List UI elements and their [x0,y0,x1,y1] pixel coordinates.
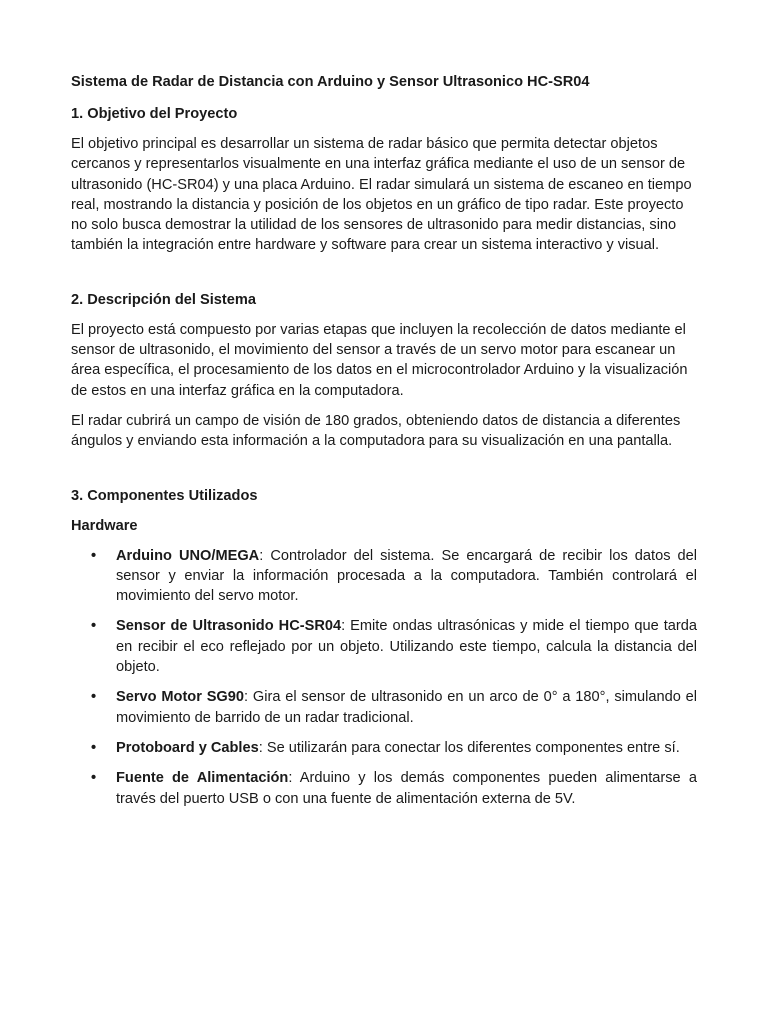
hardware-list [71,546,697,809]
bullet-icon: • [91,770,97,787]
paragraph-descripcion-1: El proyecto está compuesto por varias etapas que incluyen la recolección de datos mediante el sensor de ultrasonido, el movimiento del sensor a través de un servo motor para escanear un área específica, el procesamiento de los datos en el microcontrolador Arduino y la visualización de estos en una interfaz gráfica en la computadora. [71,321,688,399]
list-item-term: Sensor de Ultrasonido HC-SR04 [116,618,342,635]
list-item-text: : Se utilizarán para conectar los diferentes componentes entre sí. [258,739,680,756]
list-item-term: Arduino UNO/MEGA [116,547,260,564]
list-item-text: : Controlador del sistema. Se encargará de recibir los datos del sensor y enviar la información procesada a la computadora. También controlará el movimiento del servo motor. [116,547,697,605]
section-heading-objetivo: 1. Objetivo del Proyecto [71,106,238,122]
list-item-term: Protoboard y Cables [116,739,259,756]
subheading-hardware: Hardware [71,517,138,534]
list-item-fuente [71,768,697,809]
list-item-text: : Emite ondas ultrasónicas y mide el tiempo que tarda en recibir el eco reflejado por un objeto. Utilizando este tiempo, calcula la distancia del objeto. [116,618,697,676]
paragraph-objetivo: El objetivo principal es desarrollar un sistema de radar básico que permita detectar objetos cercanos y representarlos visualmente en una interfaz gráfica mediante el uso de un sensor de ultrasonido (HC-SR04) y una placa Arduino. El radar simulará un sistema de escaneo en tiempo real, mostrando la distancia y posición de los objetos en un gráfico de tipo radar. Este proyecto no solo busca demostrar la utilidad de los sensores de ultrasonido para medir distancias, sino también la integración entre hardware y software para crear un sistema interactivo y visual. [71,136,692,254]
list-item-term: Servo Motor SG90 [116,689,245,706]
section-heading-componentes: 3. Componentes Utilizados [71,487,258,504]
bullet-icon: • [91,689,97,706]
list-item-protoboard [71,738,697,758]
list-item-text: : Arduino y los demás componentes pueden alimentarse a través del puerto USB o con una fuente de alimentación externa de 5V. [116,770,697,807]
bullet-icon: • [91,618,97,635]
list-item-text: : Gira el sensor de ultrasonido en un arco de 0° a 180°, simulando el movimiento de barrido de un radar tradicional. [116,689,698,726]
list-item-term: Fuente de Alimentación [116,770,289,787]
bullet-icon: • [91,547,97,564]
section-heading-descripcion: 2. Descripción del Sistema [71,291,256,308]
list-item-arduino [71,546,697,607]
bullet-icon: • [91,739,97,756]
document-page [71,72,697,819]
list-item-servo [71,687,697,728]
list-item-sensor [71,616,697,677]
document-title: Sistema de Radar de Distancia con Arduino y Sensor Ultrasonico HC-SR04 [71,74,590,90]
paragraph-descripcion-2: El radar cubrirá un campo de visión de 180 grados, obteniendo datos de distancia a diferentes ángulos y enviando esta información a la computadora para su visualización en una pantalla. [71,412,681,450]
